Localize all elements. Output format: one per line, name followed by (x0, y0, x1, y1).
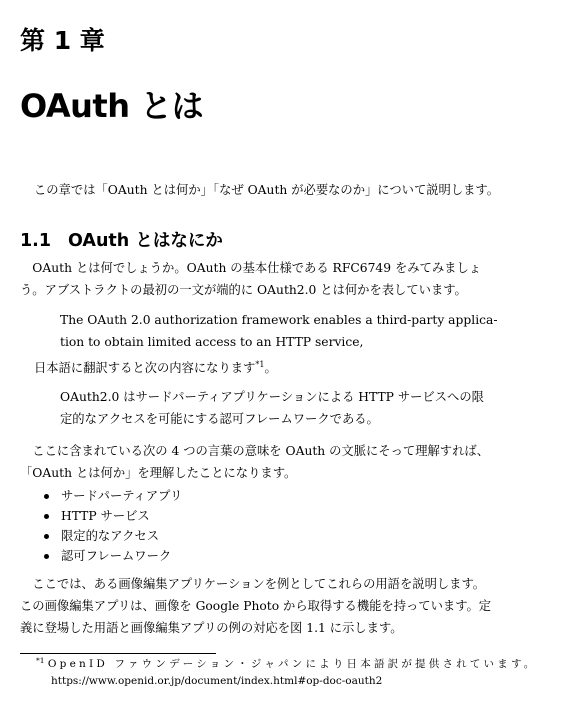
list-item-label: サードパーティアプリ (61, 489, 183, 503)
list-item-label: 限定的なアクセス (61, 529, 160, 543)
footnote-text: OpenID ファウンデーション・ジャパンにより日本語訳が提供されています。 (47, 658, 538, 670)
paragraph-line: う。アブストラクトの最初の一文が端的に OAuth2.0 とは何かを表しています。 (20, 283, 467, 297)
terms-list (40, 486, 182, 566)
list-item (40, 486, 182, 506)
quote-line: OAuth2.0 はサードパーティアプリケーションによる HTTP サービスへの限 (60, 390, 484, 404)
bullet-icon (44, 494, 49, 499)
paragraph-line: OAuth とは何でしょうか。OAuth の基本仕様である RFC6749 をみてみましょ (20, 261, 482, 275)
footnote-line (36, 656, 538, 673)
list-item (40, 546, 182, 566)
list-item (40, 506, 182, 526)
japanese-translation-quote (60, 386, 520, 430)
paragraph-text-end: 。 (264, 361, 277, 375)
chapter-label: 第 1 章 (20, 26, 105, 55)
paragraph-translation-intro (34, 357, 277, 379)
paragraph-line: この画像編集アプリは、画像を Google Photo から取得する機能を持っています。定 (20, 599, 492, 613)
paragraph-four-terms (20, 440, 520, 484)
footnote-reference[interactable]: *1 (255, 360, 265, 369)
paragraph-text: 日本語に翻訳すると次の内容になります (34, 361, 256, 375)
bullet-icon (44, 554, 49, 559)
quote-line: tion to obtain limited access to an HTTP service, (60, 335, 364, 349)
quote-line: 定的なアクセスを可能にする認可フレームワークである。 (60, 412, 379, 426)
paragraph-line: 義に登場した用語と画像編集アプリの例の対応を図 1.1 に示します。 (20, 621, 403, 635)
footnote-divider (20, 653, 216, 654)
paragraph-example-app (20, 573, 520, 639)
section-number: 1.1 (20, 231, 52, 251)
paragraph-oauth-question (20, 257, 520, 301)
section-title: OAuth とはなにか (68, 231, 223, 251)
paragraph-line: ここに含まれている次の 4 つの言葉の意味を OAuth の文脈にそって理解すれば、 (20, 444, 490, 458)
paragraph-line: 「OAuth とは何か」を理解したことになります。 (20, 466, 297, 480)
section-heading (20, 228, 223, 254)
paragraph-line: ここでは、ある画像編集アプリケーションを例としてこれらの用語を説明します。 (20, 577, 486, 591)
list-item-label: 認可フレームワーク (61, 549, 172, 563)
quote-line: The OAuth 2.0 authorization framework enables a third-party applica- (60, 313, 498, 327)
footnote (36, 656, 538, 690)
bullet-icon (44, 514, 49, 519)
bullet-icon (44, 534, 49, 539)
list-item-label: HTTP サービス (61, 509, 150, 523)
intro-paragraph: この章では「OAuth とは何か」「なぜ OAuth が必要なのか」について説明します。 (34, 183, 500, 197)
footnote-url[interactable]: https://www.openid.or.jp/document/index.html#op-doc-oauth2 (51, 675, 383, 687)
rfc-quote (60, 309, 520, 353)
list-item (40, 526, 182, 546)
chapter-title: OAuth とは (20, 87, 204, 125)
footnote-mark: *1 (36, 656, 45, 665)
